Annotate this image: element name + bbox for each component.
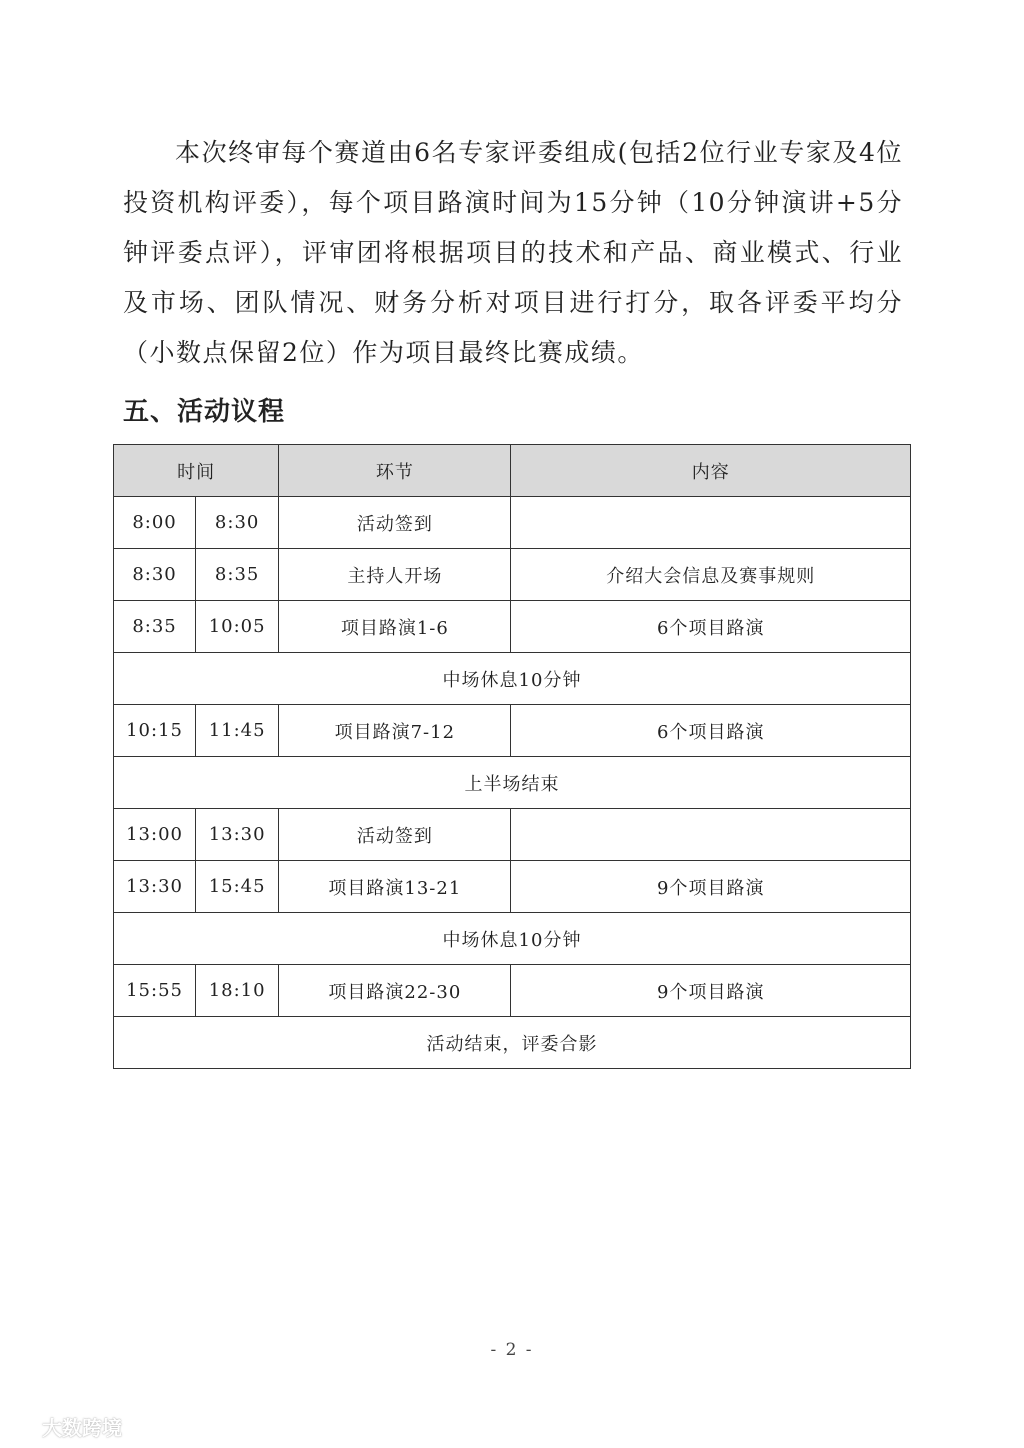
end-time: 13:30 [196,809,279,861]
content-cell: 9个项目路演 [511,965,911,1017]
step-cell: 活动签到 [279,809,511,861]
header-row [114,445,911,497]
table-row [114,497,911,549]
table-row [114,549,911,601]
agenda-table-body [114,497,911,1069]
table-row [114,965,911,1017]
span-cell: 活动结束，评委合影 [114,1017,911,1069]
agenda-table [113,444,911,1069]
watermark [10,1412,122,1441]
header-content: 内容 [511,445,911,497]
content-cell [511,497,911,549]
start-time: 8:00 [114,497,196,549]
end-time: 18:10 [196,965,279,1017]
start-time: 15:55 [114,965,196,1017]
table-span-row [114,653,911,705]
span-cell: 中场休息10分钟 [114,653,911,705]
table-span-row [114,913,911,965]
table-row [114,809,911,861]
watermark-text: 大数跨境 [42,1416,122,1440]
table-row [114,705,911,757]
header-step: 环节 [279,445,511,497]
step-cell: 主持人开场 [279,549,511,601]
end-time: 15:45 [196,861,279,913]
step-cell: 项目路演7-12 [279,705,511,757]
start-time: 8:35 [114,601,196,653]
step-cell: 活动签到 [279,497,511,549]
content-cell: 介绍大会信息及赛事规则 [511,549,911,601]
table-row [114,601,911,653]
start-time: 10:15 [114,705,196,757]
content-cell: 9个项目路演 [511,861,911,913]
table-span-row [114,757,911,809]
section-heading: 五、活动议程 [123,397,286,427]
table-row [114,861,911,913]
weibo-logo-icon [10,1415,38,1439]
span-cell: 上半场结束 [114,757,911,809]
step-cell: 项目路演1-6 [279,601,511,653]
page-number: - 2 - [490,1340,534,1360]
header-time: 时间 [114,445,279,497]
table-span-row [114,1017,911,1069]
step-cell: 项目路演22-30 [279,965,511,1017]
start-time: 13:00 [114,809,196,861]
content-cell [511,809,911,861]
step-cell: 项目路演13-21 [279,861,511,913]
end-time: 10:05 [196,601,279,653]
intro-paragraph: 本次终审每个赛道由6名专家评委组成(包括2位行业专家及4位投资机构评委），每个项目路演时间为15分钟（10分钟演讲+5分钟评委点评），评审团将根据项目的技术和产品、商业模式、行业及市场、团队情况、财务分析对项目进行打分，取各评委平均分（小数点保留2位）作为项目最终比赛成绩。 [123,138,903,367]
agenda-table-header [114,445,911,497]
end-time: 8:30 [196,497,279,549]
end-time: 11:45 [196,705,279,757]
start-time: 8:30 [114,549,196,601]
content-cell: 6个项目路演 [511,601,911,653]
end-time: 8:35 [196,549,279,601]
start-time: 13:30 [114,861,196,913]
span-cell: 中场休息10分钟 [114,913,911,965]
content-cell: 6个项目路演 [511,705,911,757]
